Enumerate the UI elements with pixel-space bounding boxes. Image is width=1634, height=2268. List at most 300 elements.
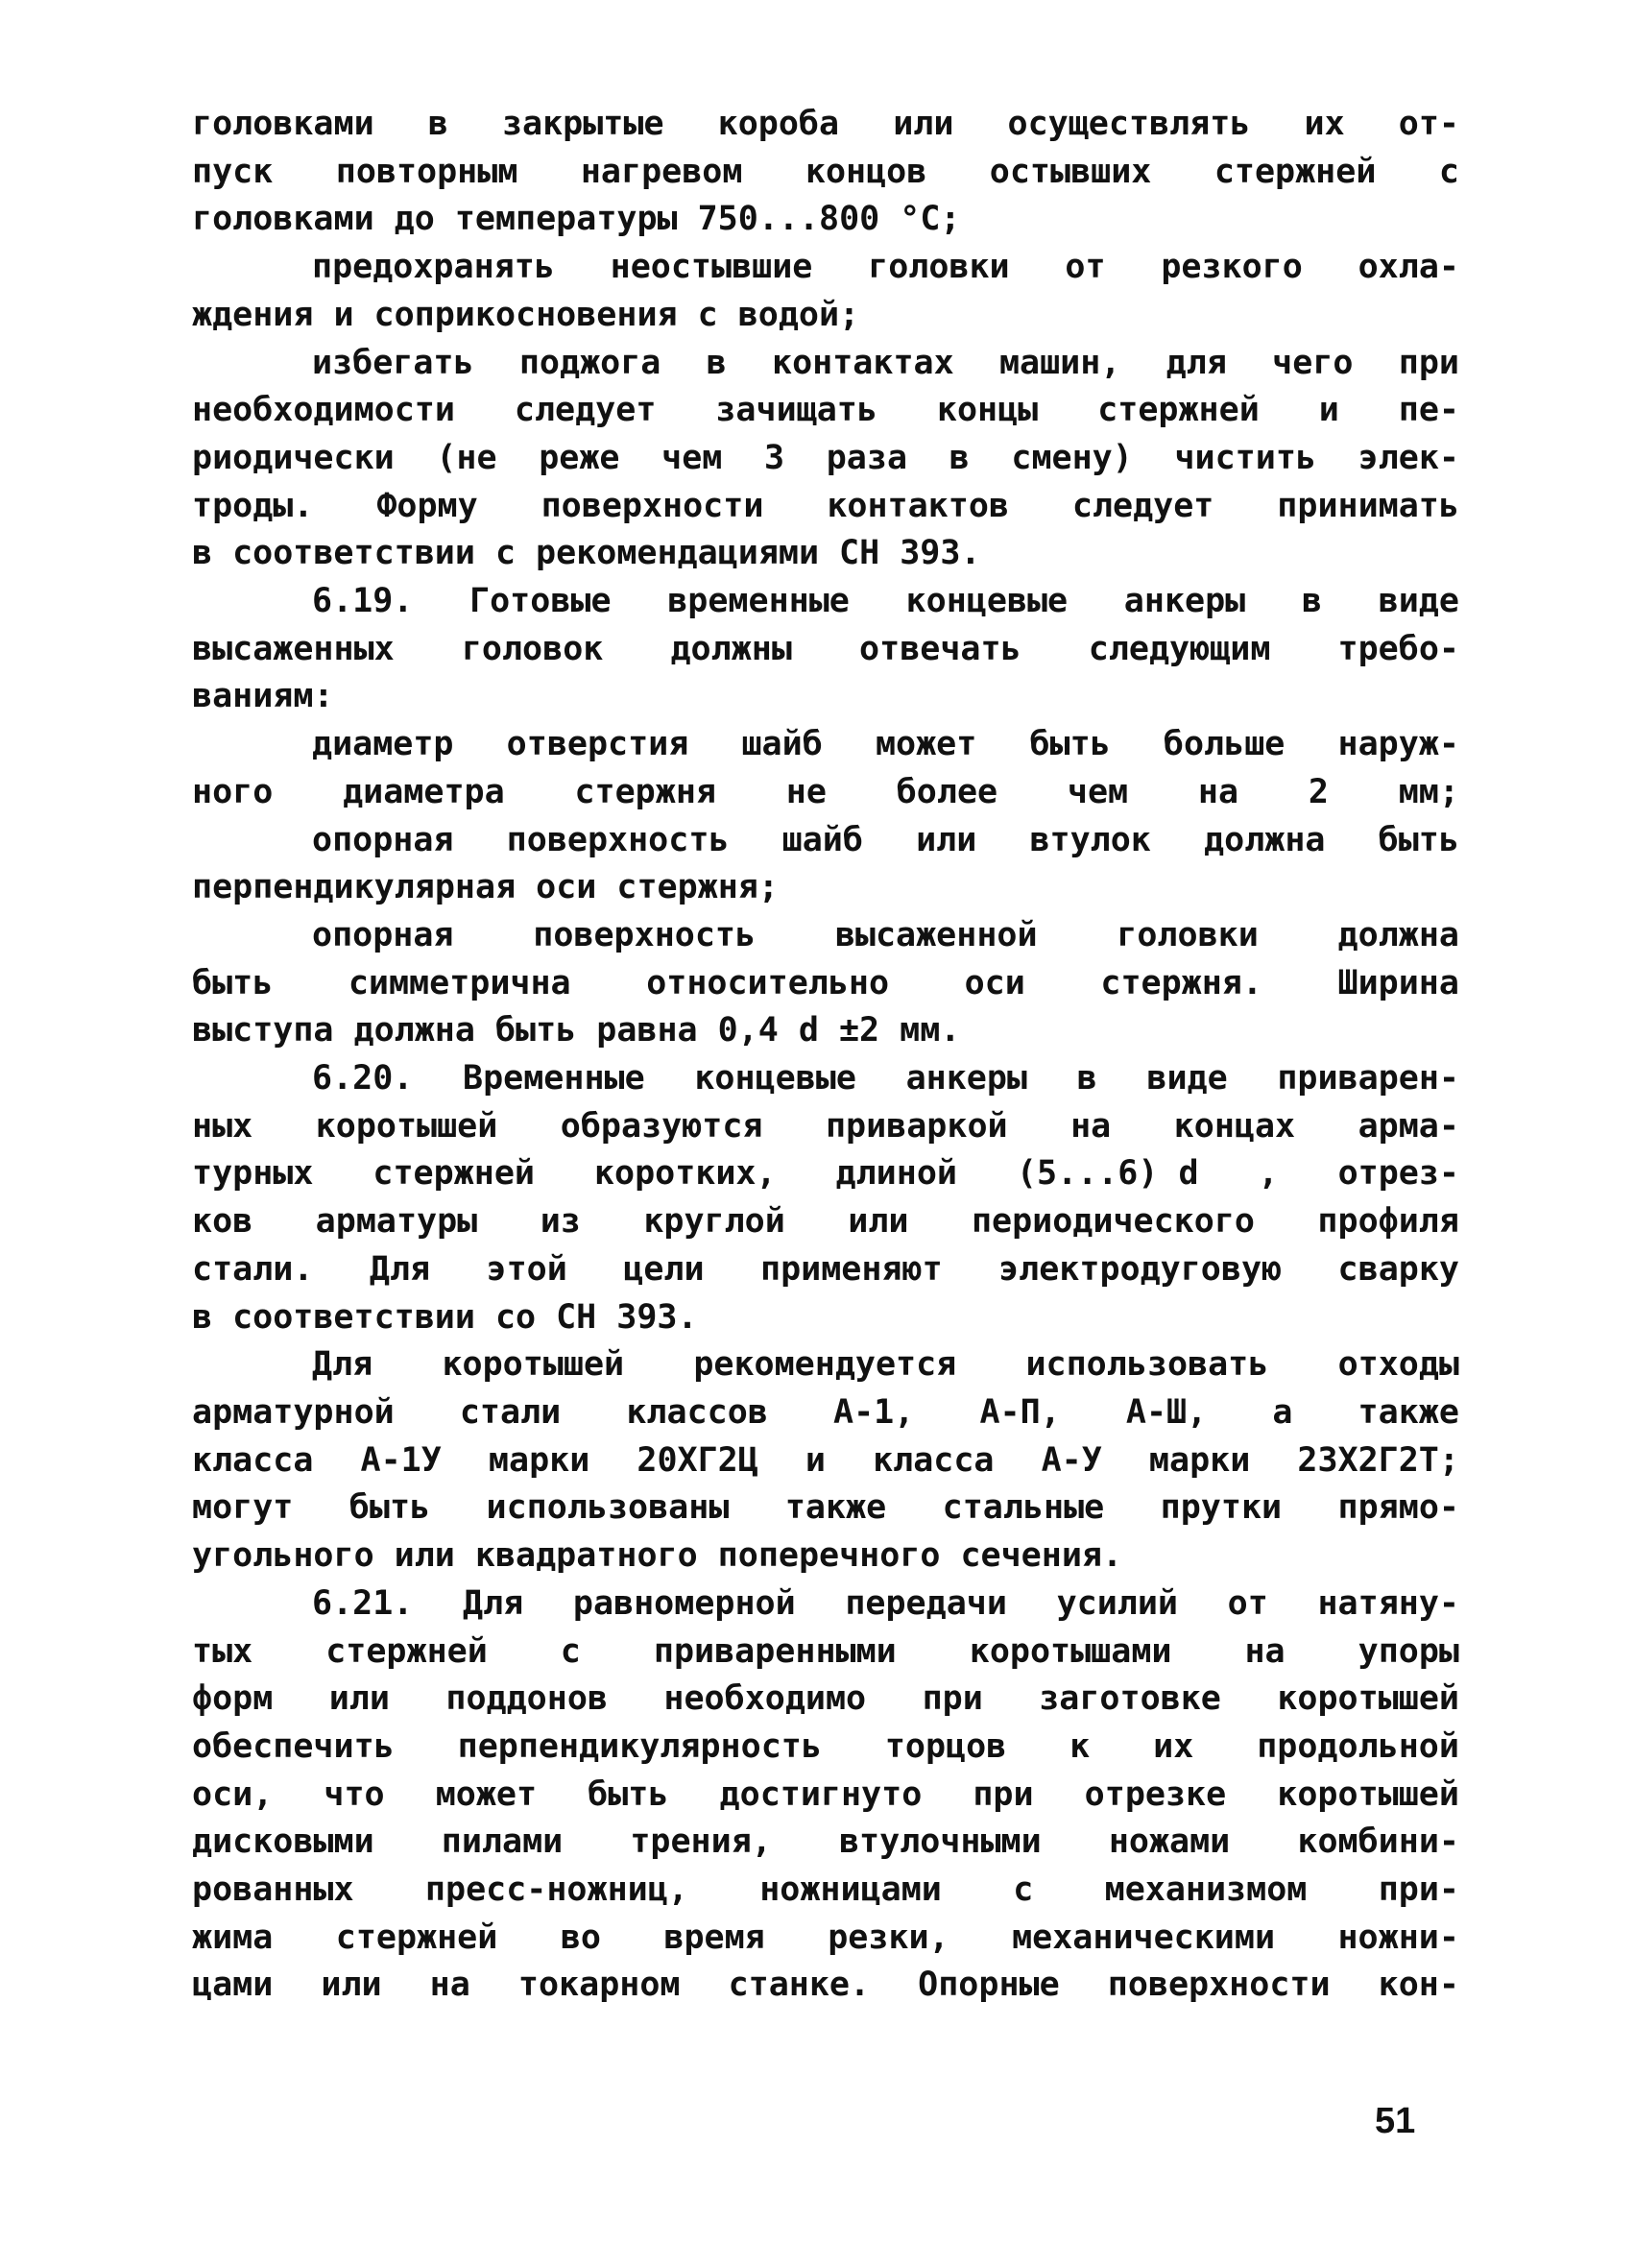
word: в: [192, 1297, 213, 1337]
word: пе-: [1398, 391, 1459, 430]
word: могут: [192, 1488, 294, 1528]
word: ±2: [838, 1011, 880, 1050]
word: стержня.: [1100, 963, 1262, 1002]
word: Опорные: [918, 1966, 1060, 2005]
word: их: [1304, 105, 1345, 143]
word: отверстия: [506, 725, 689, 764]
word: в: [427, 105, 448, 143]
word: марки: [488, 1440, 590, 1480]
word: в: [949, 438, 970, 477]
word: продольной: [1257, 1726, 1459, 1766]
text-line: [192, 1819, 1459, 1867]
text-line: [192, 101, 1459, 149]
word: стали.: [192, 1249, 314, 1289]
word: опорная: [312, 915, 454, 954]
word: 6.19.: [312, 582, 414, 621]
word: повторным: [335, 152, 518, 191]
word: шайб: [741, 725, 823, 764]
word: пресс-ножниц,: [424, 1870, 688, 1910]
word: троды.: [192, 486, 314, 525]
word: оси: [536, 868, 597, 907]
word: следует: [1071, 486, 1214, 525]
word: должна: [1337, 915, 1459, 954]
word: осуществлять: [1007, 105, 1251, 143]
word: должны: [670, 629, 792, 668]
text-line: [192, 1532, 1459, 1580]
word: из: [540, 1202, 581, 1242]
word: а: [1272, 1392, 1293, 1432]
word: смену): [1011, 438, 1133, 477]
word: достигнуто: [719, 1774, 923, 1814]
word: сварку: [1337, 1249, 1459, 1289]
word: цели: [623, 1249, 705, 1289]
word: быть: [494, 1011, 577, 1050]
word: стержня;: [616, 868, 779, 907]
word: коротышей: [442, 1345, 625, 1385]
word: концевые: [694, 1059, 856, 1098]
word: следующим: [1088, 629, 1271, 668]
word: электродуговую: [998, 1249, 1283, 1289]
word: также: [1358, 1392, 1459, 1432]
word: головками: [192, 105, 374, 143]
word: класса: [192, 1440, 314, 1480]
word: А-П,: [979, 1392, 1061, 1432]
word: рекомендациями: [536, 534, 820, 573]
word: диаметра: [343, 772, 505, 811]
text-line: [192, 1294, 1459, 1342]
word: 393.: [616, 1297, 698, 1337]
word: высаженных: [192, 629, 395, 668]
word: А-1У: [360, 1440, 442, 1480]
word: быть: [1378, 820, 1459, 859]
word: Ширина: [1337, 963, 1459, 1002]
text-line: [192, 340, 1459, 388]
word: принимать: [1277, 486, 1459, 525]
word: А-Ш,: [1125, 1392, 1208, 1432]
text-line: [192, 1389, 1459, 1437]
word: или: [893, 105, 954, 143]
word: приварен-: [1277, 1059, 1459, 1098]
word: головками: [192, 200, 374, 239]
word: ваниям:: [192, 677, 334, 716]
word: быть: [348, 1488, 431, 1528]
text-line: [192, 1629, 1459, 1677]
word: с: [1438, 152, 1459, 191]
word: стержней: [1213, 152, 1377, 191]
word: ных: [192, 1106, 253, 1146]
text-line: [192, 387, 1459, 435]
word: концов: [805, 152, 927, 191]
word: торцов: [884, 1726, 1007, 1766]
word: быть: [588, 1774, 669, 1814]
word: токарном: [517, 1966, 681, 2005]
word: ножницами: [759, 1870, 942, 1910]
word: и: [333, 295, 354, 334]
word: ков: [192, 1202, 253, 1242]
word: высаженной: [834, 915, 1038, 954]
word: этой: [486, 1249, 567, 1289]
word: температуры: [454, 200, 678, 239]
word: арматурной: [192, 1392, 395, 1432]
word: также: [784, 1488, 887, 1528]
text-line: [192, 864, 1459, 912]
word: контактов: [827, 486, 1009, 525]
word: приваркой: [825, 1106, 1008, 1146]
word: шайб: [781, 820, 863, 859]
word: ного: [192, 772, 274, 811]
text-line: [192, 769, 1459, 817]
word: может: [435, 1774, 538, 1814]
word: °С;: [900, 200, 961, 239]
word: или: [916, 820, 977, 859]
word: с: [560, 1631, 581, 1671]
word: мм;: [1398, 772, 1459, 811]
word: на: [1070, 1106, 1112, 1146]
word: (не: [436, 438, 497, 477]
word: контактах: [772, 343, 954, 382]
word: быть: [1029, 725, 1111, 764]
text-line: [192, 1772, 1459, 1820]
word: ,: [1258, 1154, 1279, 1194]
word: коротышей: [1277, 1774, 1459, 1814]
word: что: [324, 1774, 385, 1814]
word: коротышей: [1277, 1679, 1459, 1719]
text-line: [192, 530, 1459, 578]
word: форм: [192, 1679, 274, 1719]
text-line: [192, 1484, 1459, 1532]
word: турных: [192, 1154, 314, 1194]
word: заготовке: [1039, 1679, 1221, 1719]
word: концах: [1173, 1106, 1296, 1146]
word: в: [1076, 1059, 1097, 1098]
text-line: [192, 1150, 1459, 1198]
word: на: [1244, 1631, 1286, 1671]
word: относительно: [646, 963, 890, 1002]
word: ножни-: [1337, 1918, 1459, 1957]
word: должна: [1204, 820, 1326, 859]
word: чем: [661, 438, 723, 477]
word: с: [697, 295, 718, 334]
text-line: [192, 1055, 1459, 1103]
word: остывших: [989, 152, 1152, 191]
word: анкеры: [1123, 582, 1246, 621]
text-line: [192, 1246, 1459, 1294]
word: круглой: [643, 1202, 785, 1242]
word: головок: [461, 629, 604, 668]
word: с: [494, 534, 517, 573]
word: оси,: [192, 1774, 274, 1814]
word: перпендикулярность: [457, 1726, 822, 1766]
word: стержней: [335, 1918, 498, 1957]
text-line: [192, 1198, 1459, 1246]
text-line: [192, 196, 1459, 244]
word: Для: [463, 1583, 524, 1623]
word: класса: [873, 1440, 995, 1480]
text-line: [192, 1580, 1459, 1629]
word: А-У: [1041, 1440, 1102, 1480]
word: профиля: [1317, 1202, 1459, 1242]
word: следует: [514, 391, 657, 430]
word: предохранять: [312, 248, 555, 287]
word: ждения: [192, 295, 314, 334]
word: в: [1301, 582, 1322, 621]
word: 0,4 d: [717, 1011, 819, 1050]
text-line: [192, 149, 1459, 197]
text-line: [192, 1867, 1459, 1915]
word: отвечать: [859, 629, 1021, 668]
word: наруж-: [1337, 725, 1459, 764]
word: 750...800: [697, 200, 880, 239]
text-line: [192, 292, 1459, 340]
word: временные: [667, 582, 850, 621]
word: арма-: [1358, 1106, 1459, 1146]
word: 3: [764, 438, 785, 477]
word: усилий: [1056, 1583, 1179, 1623]
word: их: [1153, 1726, 1194, 1766]
word: короба: [717, 105, 840, 143]
word: станке.: [728, 1966, 871, 2005]
word: для: [1165, 343, 1227, 382]
text-line: [192, 721, 1459, 769]
word: поверхность: [533, 915, 757, 954]
word: длиной: [835, 1154, 957, 1194]
word: на: [429, 1966, 470, 2005]
word: стержня: [574, 772, 716, 811]
text-line: [192, 1676, 1459, 1724]
word: кон-: [1378, 1966, 1459, 2005]
word: избегать: [312, 343, 474, 382]
word: рованных: [192, 1870, 354, 1910]
word: при: [1398, 343, 1459, 382]
word: во: [560, 1918, 601, 1957]
word: не: [785, 772, 827, 811]
word: марки: [1148, 1440, 1251, 1480]
word: до: [394, 200, 435, 239]
word: может: [875, 725, 977, 764]
word: необходимости: [192, 391, 455, 430]
word: симметрична: [348, 963, 571, 1002]
word: или: [394, 1536, 455, 1576]
word: в: [706, 343, 727, 382]
word: или: [848, 1202, 909, 1242]
word: необходимо: [663, 1679, 867, 1719]
word: рекомендуется: [693, 1345, 957, 1385]
word: втулок: [1029, 820, 1151, 859]
word: обеспечить: [192, 1726, 395, 1766]
word: СН: [839, 534, 880, 573]
word: чистить: [1174, 438, 1316, 477]
word: ножами: [1108, 1822, 1231, 1862]
word: 6.21.: [312, 1583, 414, 1623]
word: 23Х2Г2Т;: [1297, 1440, 1459, 1480]
word: концевые: [905, 582, 1069, 621]
text-line: [192, 1724, 1459, 1772]
word: соответствии: [232, 534, 475, 573]
word: прутки: [1160, 1488, 1283, 1528]
word: риодически: [192, 438, 395, 477]
word: быть: [192, 963, 274, 1002]
word: сечения.: [960, 1536, 1123, 1576]
word: поджога: [518, 343, 661, 382]
word: жима: [192, 1918, 274, 1957]
word: от: [1227, 1583, 1268, 1623]
word: отходы: [1337, 1345, 1459, 1385]
word: стержней: [325, 1631, 488, 1671]
word: пуск: [192, 152, 274, 191]
word: стержней: [1097, 391, 1260, 430]
word: квадратного: [474, 1536, 698, 1576]
word: отрез-: [1337, 1154, 1459, 1194]
text-line: [192, 483, 1459, 531]
text-line: [192, 1962, 1459, 2010]
word: А-1,: [833, 1392, 915, 1432]
word: с: [1013, 1870, 1034, 1910]
word: стержней: [372, 1154, 535, 1194]
word: (5...6) d: [1016, 1154, 1199, 1194]
word: механическими: [1012, 1918, 1276, 1957]
text-line: [192, 626, 1459, 674]
word: мм.: [900, 1011, 961, 1050]
word: от: [1065, 248, 1106, 287]
word: арматуры: [315, 1202, 478, 1242]
word: образуются: [560, 1106, 763, 1146]
word: выступа: [192, 1011, 334, 1050]
word: упоры: [1358, 1631, 1459, 1671]
word: 20ХГ2Ц: [637, 1440, 758, 1480]
word: соответствии: [232, 1297, 475, 1337]
word: 2: [1308, 772, 1329, 811]
word: нагревом: [580, 152, 743, 191]
word: резкого: [1161, 248, 1303, 287]
word: отрезке: [1084, 1774, 1227, 1814]
word: равномерной: [572, 1583, 796, 1623]
word: больше: [1163, 725, 1286, 764]
word: натяну-: [1317, 1583, 1459, 1623]
word: применяют: [760, 1249, 943, 1289]
word: 393.: [900, 534, 981, 573]
word: поверхности: [1107, 1966, 1331, 2005]
text-line: [192, 673, 1459, 721]
word: стали: [459, 1392, 562, 1432]
word: требо-: [1337, 629, 1459, 668]
word: при: [973, 1774, 1034, 1814]
text-line: [192, 1103, 1459, 1151]
word: опорная: [312, 820, 454, 859]
word: коротышами: [969, 1631, 1172, 1671]
word: прямо-: [1337, 1488, 1459, 1528]
word: использовать: [1025, 1345, 1269, 1385]
word: и: [805, 1440, 826, 1480]
word: угольного: [192, 1536, 374, 1576]
word: передачи: [845, 1583, 1007, 1623]
text-line: [192, 1341, 1459, 1389]
word: водой;: [737, 295, 860, 334]
word: приваренными: [653, 1631, 897, 1671]
text-line: [192, 1915, 1459, 1963]
word: элек-: [1358, 438, 1459, 477]
word: реже: [539, 438, 620, 477]
word: втулочными: [838, 1822, 1042, 1862]
word: концы: [936, 391, 1039, 430]
text-line: [192, 435, 1459, 483]
word: время: [663, 1918, 765, 1957]
text-line: [192, 912, 1459, 960]
text-line: [192, 817, 1459, 865]
word: со: [494, 1297, 537, 1337]
word: поперечного: [717, 1536, 941, 1576]
word: на: [1197, 772, 1239, 811]
text-line: [192, 244, 1459, 292]
word: диаметр: [312, 725, 454, 764]
word: к: [1069, 1726, 1091, 1766]
word: охла-: [1358, 248, 1459, 287]
word: от-: [1398, 105, 1459, 143]
word: комбини-: [1297, 1822, 1459, 1862]
word: или: [321, 1966, 382, 2005]
word: трения,: [630, 1822, 772, 1862]
word: чем: [1067, 772, 1129, 811]
word: резки,: [828, 1918, 949, 1957]
word: классов: [626, 1392, 768, 1432]
word: механизмом: [1104, 1870, 1308, 1910]
word: тых: [192, 1631, 253, 1671]
word: Для: [369, 1249, 431, 1289]
word: 6.20.: [312, 1059, 414, 1098]
word: головки: [1117, 915, 1259, 954]
text-line: [192, 1007, 1459, 1055]
word: Для: [312, 1345, 373, 1385]
word: коротышей: [315, 1106, 498, 1146]
word: равна: [596, 1011, 698, 1050]
word: поверхность: [506, 820, 730, 859]
word: раза: [826, 438, 908, 477]
word: в: [192, 534, 213, 573]
word: закрытые: [501, 105, 664, 143]
word: зачищать: [715, 391, 877, 430]
page-number: 51: [1375, 2101, 1416, 2141]
word: стальные: [942, 1488, 1105, 1528]
word: Временные: [463, 1059, 645, 1098]
text-line: [192, 960, 1459, 1008]
text-line: [192, 1437, 1459, 1485]
word: перпендикулярная: [192, 868, 517, 907]
word: неостывшие: [610, 248, 813, 287]
word: периодического: [971, 1202, 1255, 1242]
word: Готовые: [469, 582, 612, 621]
word: цами: [192, 1966, 274, 2005]
word: виде: [1146, 1059, 1228, 1098]
word: Форму: [376, 486, 478, 525]
word: дисковыми: [192, 1822, 374, 1862]
word: чего: [1272, 343, 1354, 382]
word: коротких,: [593, 1154, 777, 1194]
word: при-: [1378, 1870, 1459, 1910]
word: анкеры: [905, 1059, 1027, 1098]
word: поверхности: [541, 486, 764, 525]
text-line: [192, 578, 1459, 626]
body-text: [192, 101, 1459, 2010]
word: более: [896, 772, 998, 811]
word: должна: [353, 1011, 475, 1050]
word: пилами: [441, 1822, 564, 1862]
word: головки: [868, 248, 1010, 287]
word: при: [922, 1679, 983, 1719]
word: оси: [964, 963, 1025, 1002]
word: использованы: [486, 1488, 730, 1528]
word: поддонов: [445, 1679, 608, 1719]
word: СН: [556, 1297, 597, 1337]
word: или: [328, 1679, 390, 1719]
